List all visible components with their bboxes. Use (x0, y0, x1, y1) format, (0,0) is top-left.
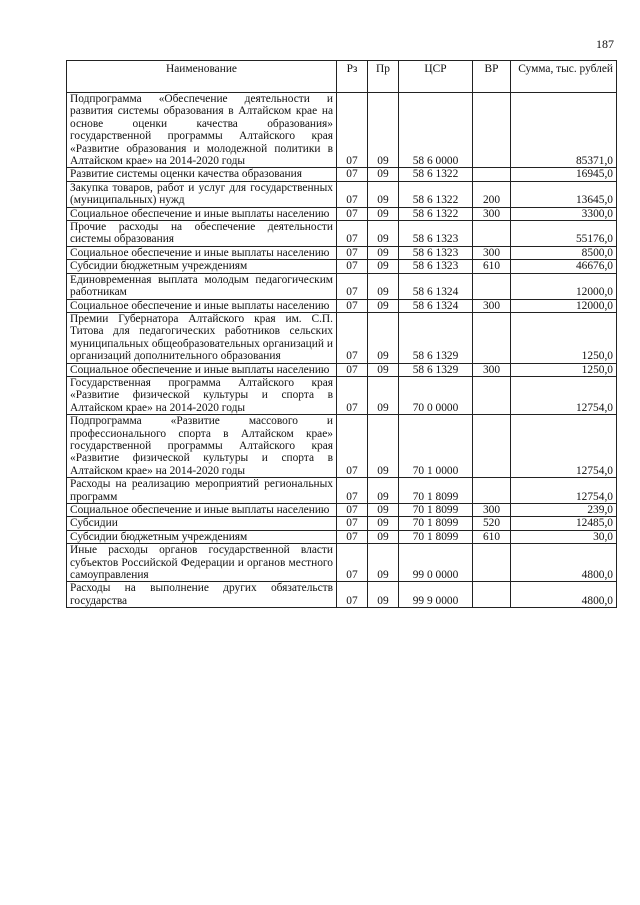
cell-rz: 07 (337, 299, 368, 312)
cell-pr: 09 (368, 312, 399, 363)
cell-vr: 610 (473, 260, 511, 273)
cell-name: Расходы на выполнение других обязательств государства (67, 582, 337, 608)
table-row (67, 299, 617, 312)
header-name: Наименование (67, 61, 337, 93)
cell-csr: 99 0 0000 (399, 544, 473, 582)
cell-sum: 4800,0 (511, 544, 617, 582)
cell-pr: 09 (368, 376, 399, 414)
table-row (67, 260, 617, 273)
cell-vr (473, 221, 511, 247)
cell-csr: 58 6 1323 (399, 221, 473, 247)
table-row (67, 478, 617, 504)
table-row (67, 504, 617, 517)
cell-sum: 12754,0 (511, 478, 617, 504)
cell-name: Социальное обеспечение и иные выплаты населению (67, 246, 337, 259)
table-row (67, 221, 617, 247)
cell-pr: 09 (368, 221, 399, 247)
cell-name: Премии Губернатора Алтайского края им. С.П. Титова для педагогических работников сельских муниципальных общеобразовательных организаций и организаций дополнительного образования (67, 312, 337, 363)
cell-sum: 8500,0 (511, 246, 617, 259)
cell-vr: 300 (473, 207, 511, 220)
cell-pr: 09 (368, 207, 399, 220)
cell-name: Социальное обеспечение и иные выплаты населению (67, 299, 337, 312)
cell-rz: 07 (337, 478, 368, 504)
table-row (67, 530, 617, 543)
cell-sum: 16945,0 (511, 168, 617, 181)
cell-pr: 09 (368, 168, 399, 181)
cell-csr: 70 1 8099 (399, 517, 473, 530)
cell-pr: 09 (368, 544, 399, 582)
cell-csr: 58 6 1323 (399, 260, 473, 273)
cell-csr: 58 6 1322 (399, 207, 473, 220)
cell-vr (473, 478, 511, 504)
cell-pr: 09 (368, 415, 399, 478)
cell-pr: 09 (368, 273, 399, 299)
cell-vr (473, 376, 511, 414)
cell-rz: 07 (337, 246, 368, 259)
cell-pr: 09 (368, 363, 399, 376)
cell-sum: 12000,0 (511, 299, 617, 312)
cell-pr: 09 (368, 530, 399, 543)
cell-name: Социальное обеспечение и иные выплаты населению (67, 504, 337, 517)
cell-vr: 300 (473, 363, 511, 376)
cell-vr (473, 582, 511, 608)
cell-pr: 09 (368, 181, 399, 207)
cell-vr: 300 (473, 299, 511, 312)
cell-pr: 09 (368, 246, 399, 259)
cell-pr: 09 (368, 504, 399, 517)
cell-rz: 07 (337, 207, 368, 220)
header-vr: ВР (473, 61, 511, 93)
cell-sum: 12754,0 (511, 415, 617, 478)
cell-csr: 58 6 1324 (399, 299, 473, 312)
cell-vr: 610 (473, 530, 511, 543)
cell-rz: 07 (337, 312, 368, 363)
cell-name: Субсидии бюджетным учреждениям (67, 530, 337, 543)
page-number: 187 (596, 37, 614, 51)
table-row (67, 181, 617, 207)
cell-name: Развитие системы оценки качества образования (67, 168, 337, 181)
cell-csr: 58 6 1329 (399, 312, 473, 363)
cell-pr: 09 (368, 582, 399, 608)
cell-rz: 07 (337, 530, 368, 543)
header-sum: Сумма, тыс. рублей (511, 61, 617, 93)
cell-rz: 07 (337, 260, 368, 273)
table-row (67, 207, 617, 220)
cell-name: Закупка товаров, работ и услуг для государственных (муниципальных) нужд (67, 181, 337, 207)
cell-vr: 300 (473, 246, 511, 259)
cell-sum: 1250,0 (511, 363, 617, 376)
table-row (67, 544, 617, 582)
table-row (67, 93, 617, 168)
cell-rz: 07 (337, 181, 368, 207)
cell-rz: 07 (337, 504, 368, 517)
cell-csr: 70 1 8099 (399, 504, 473, 517)
cell-vr (473, 415, 511, 478)
cell-name: Подпрограмма «Развитие массового и профессионального спорта в Алтайском крае» государственной программы Алтайского края «Развитие физической культуры и спорта в Алтайском крае» на 2014-2020 годы (67, 415, 337, 478)
cell-vr (473, 273, 511, 299)
cell-name: Социальное обеспечение и иные выплаты населению (67, 363, 337, 376)
cell-sum: 12485,0 (511, 517, 617, 530)
cell-name: Прочие расходы на обеспечение деятельности системы образования (67, 221, 337, 247)
cell-sum: 3300,0 (511, 207, 617, 220)
cell-rz: 07 (337, 517, 368, 530)
cell-vr (473, 312, 511, 363)
cell-csr: 70 1 0000 (399, 415, 473, 478)
cell-csr: 58 6 1323 (399, 246, 473, 259)
cell-name: Субсидии (67, 517, 337, 530)
cell-pr: 09 (368, 93, 399, 168)
header-pr: Пр (368, 61, 399, 93)
cell-sum: 55176,0 (511, 221, 617, 247)
cell-csr: 70 1 8099 (399, 530, 473, 543)
cell-csr: 58 6 1324 (399, 273, 473, 299)
table-row (67, 376, 617, 414)
cell-vr: 300 (473, 504, 511, 517)
header-csr: ЦСР (399, 61, 473, 93)
cell-name: Иные расходы органов государственной власти субъектов Российской Федерации и органов местного самоуправления (67, 544, 337, 582)
table-row (67, 273, 617, 299)
cell-sum: 239,0 (511, 504, 617, 517)
cell-name: Единовременная выплата молодым педагогическим работникам (67, 273, 337, 299)
cell-name: Социальное обеспечение и иные выплаты населению (67, 207, 337, 220)
cell-csr: 58 6 0000 (399, 93, 473, 168)
header-rz: Рз (337, 61, 368, 93)
table-row (67, 168, 617, 181)
cell-vr: 200 (473, 181, 511, 207)
cell-vr: 520 (473, 517, 511, 530)
cell-sum: 30,0 (511, 530, 617, 543)
cell-pr: 09 (368, 517, 399, 530)
table-row (67, 363, 617, 376)
cell-vr (473, 544, 511, 582)
cell-csr: 58 6 1329 (399, 363, 473, 376)
cell-sum: 46676,0 (511, 260, 617, 273)
cell-rz: 07 (337, 168, 368, 181)
cell-pr: 09 (368, 299, 399, 312)
budget-table (66, 60, 617, 608)
cell-rz: 07 (337, 93, 368, 168)
cell-name: Государственная программа Алтайского края «Развитие физической культуры и спорта в Алтайском крае» на 2014-2020 годы (67, 376, 337, 414)
table-row (67, 312, 617, 363)
table-row (67, 582, 617, 608)
cell-csr: 99 9 0000 (399, 582, 473, 608)
cell-rz: 07 (337, 544, 368, 582)
cell-rz: 07 (337, 582, 368, 608)
table-row (67, 415, 617, 478)
cell-sum: 12000,0 (511, 273, 617, 299)
cell-csr: 70 0 0000 (399, 376, 473, 414)
cell-sum: 4800,0 (511, 582, 617, 608)
cell-pr: 09 (368, 478, 399, 504)
cell-vr (473, 168, 511, 181)
table-row (67, 517, 617, 530)
cell-sum: 12754,0 (511, 376, 617, 414)
table-row (67, 246, 617, 259)
cell-vr (473, 93, 511, 168)
cell-pr: 09 (368, 260, 399, 273)
cell-csr: 58 6 1322 (399, 181, 473, 207)
cell-sum: 85371,0 (511, 93, 617, 168)
cell-rz: 07 (337, 376, 368, 414)
cell-csr: 58 6 1322 (399, 168, 473, 181)
cell-name: Субсидии бюджетным учреждениям (67, 260, 337, 273)
cell-csr: 70 1 8099 (399, 478, 473, 504)
cell-rz: 07 (337, 221, 368, 247)
cell-rz: 07 (337, 415, 368, 478)
cell-name: Подпрограмма «Обеспечение деятельности и развития системы образования в Алтайском крае на основе оценки качества образования» государственной программы Алтайского края «Развитие образования и молодежной политики в Алтайском крае» на 2014-2020 годы (67, 93, 337, 168)
cell-rz: 07 (337, 363, 368, 376)
cell-sum: 1250,0 (511, 312, 617, 363)
cell-sum: 13645,0 (511, 181, 617, 207)
header-row (67, 61, 617, 93)
cell-name: Расходы на реализацию мероприятий региональных программ (67, 478, 337, 504)
cell-rz: 07 (337, 273, 368, 299)
